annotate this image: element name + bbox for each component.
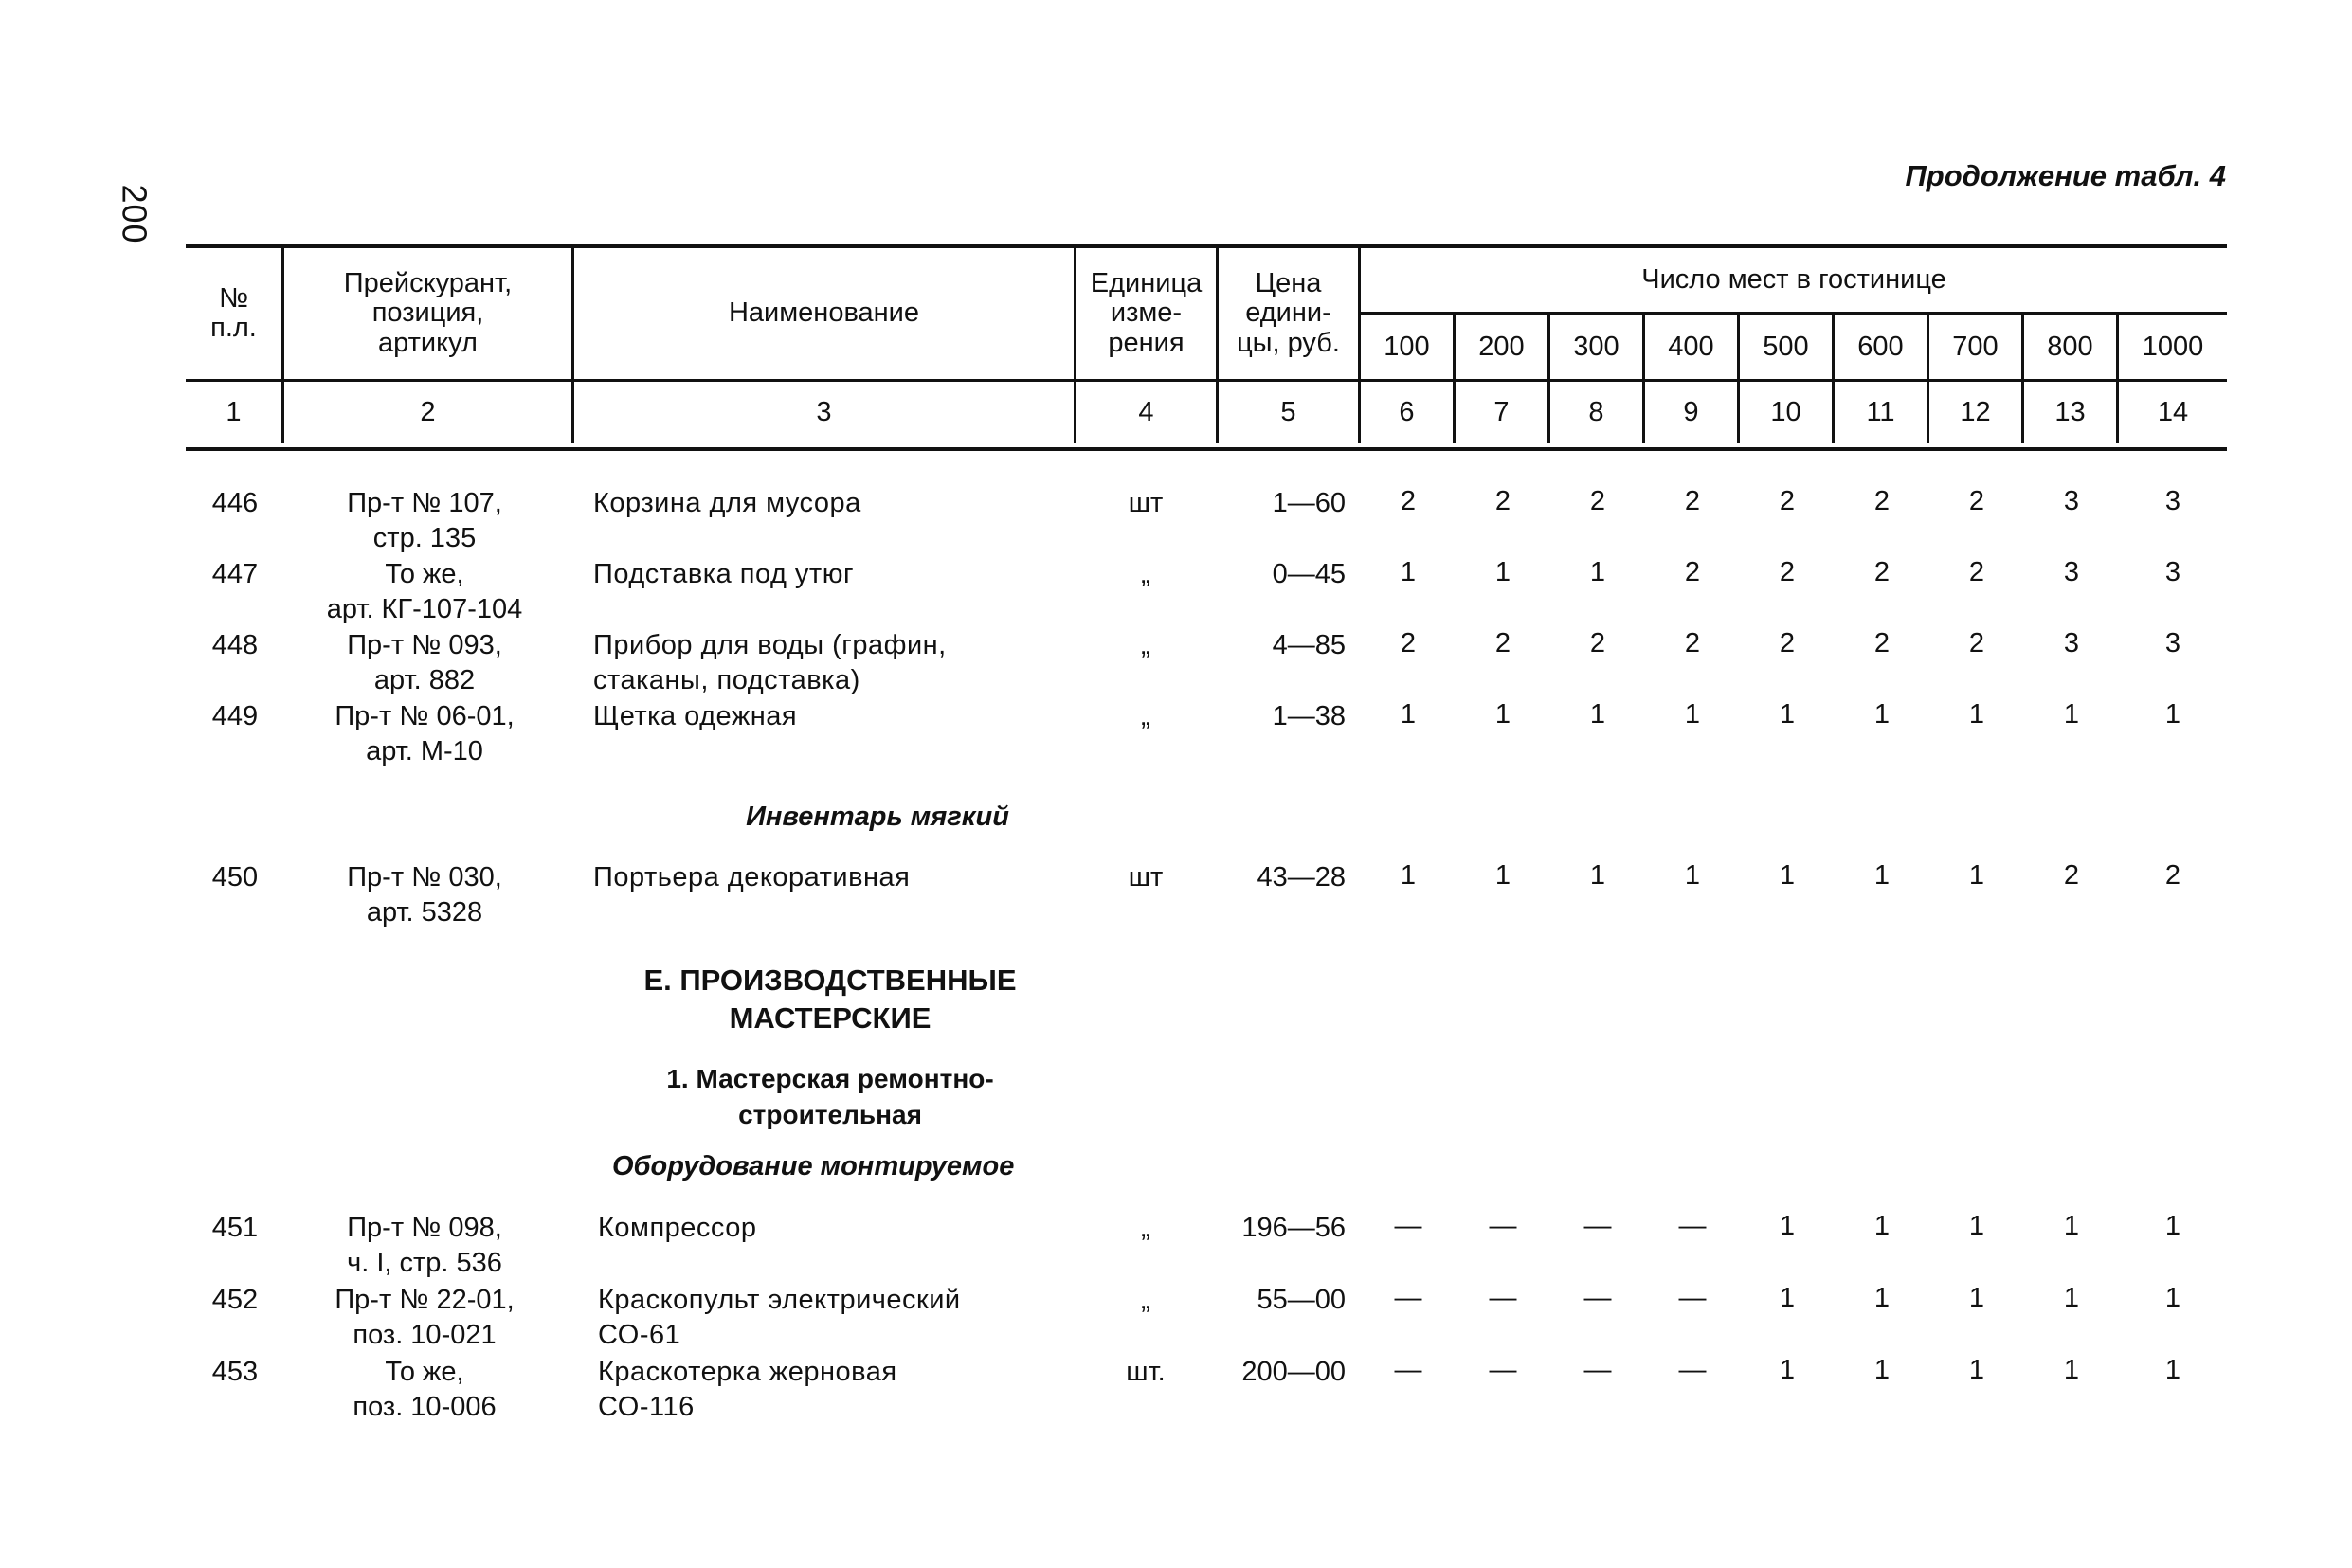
row-value-1000: 2	[2164, 860, 2181, 891]
row-value-800: 2	[2063, 860, 2080, 891]
table-row	[186, 628, 2227, 702]
row-value-600: 1	[1873, 1283, 1891, 1313]
row-number: 453	[211, 1357, 259, 1387]
row-number: 447	[211, 559, 259, 589]
row-value-500: 1	[1779, 860, 1796, 891]
row-value-500: 2	[1779, 557, 1796, 587]
row-value-100: 1	[1400, 860, 1417, 891]
row-value-200: —	[1489, 1211, 1517, 1241]
row-number: 451	[211, 1213, 259, 1243]
row-value-500: 1	[1779, 699, 1796, 730]
row-value-1000: 3	[2164, 628, 2181, 658]
header-unit-price: Цена едини- цы, руб.	[1219, 248, 1361, 379]
row-unit: „	[1141, 559, 1150, 589]
section-installed-equipment: Оборудование монтируемое	[612, 1151, 1015, 1181]
page-number: 200	[115, 184, 154, 244]
section-soft-inventory: Инвентарь мягкий	[746, 802, 1009, 832]
table-row	[186, 699, 2227, 773]
row-name: Прибор для воды (графин, стаканы, подставка)	[593, 630, 947, 696]
row-value-100: —	[1394, 1355, 1422, 1385]
row-value-700: 2	[1968, 557, 1985, 587]
row-value-1000: 1	[2164, 1355, 2181, 1385]
row-value-700: 2	[1968, 486, 1985, 516]
row-unit: „	[1141, 1213, 1150, 1243]
header-index-7: 7	[1456, 379, 1550, 443]
row-value-700: 1	[1968, 860, 1985, 891]
header-hotel-capacity: Число мест в гостинице	[1361, 248, 2227, 315]
header-name: Наименование	[574, 248, 1076, 379]
row-value-200: —	[1489, 1355, 1517, 1385]
header-price-list: Прейскурант, позиция, артикул	[284, 248, 574, 379]
row-value-800: 1	[2063, 1283, 2080, 1313]
table-continuation-title: Продолжение табл. 4	[1905, 159, 2226, 192]
header-index-12: 12	[1929, 379, 2024, 443]
row-value-600: 2	[1873, 486, 1891, 516]
row-value-600: 1	[1873, 860, 1891, 891]
row-value-100: 2	[1400, 486, 1417, 516]
row-reference: Пр-т № 030, арт. 5328	[347, 862, 502, 928]
row-value-300: —	[1583, 1283, 1612, 1313]
row-value-200: 2	[1494, 628, 1511, 658]
row-value-200: 2	[1494, 486, 1511, 516]
row-price: 43—28	[1257, 862, 1346, 892]
row-price: 196—56	[1241, 1213, 1346, 1243]
header-index-5: 5	[1219, 379, 1361, 443]
row-unit: „	[1141, 701, 1150, 731]
header-index-14: 14	[2119, 379, 2227, 443]
row-number: 446	[211, 488, 259, 518]
row-reference: То же, арт. КГ-107-104	[326, 559, 523, 625]
row-reference: Пр-т № 107, стр. 135	[347, 488, 502, 554]
row-unit: шт	[1128, 862, 1164, 892]
row-name: Краскопульт электрический СО-61	[598, 1285, 961, 1351]
row-value-200: —	[1489, 1283, 1517, 1313]
header-index-2: 2	[284, 379, 574, 443]
row-value-600: 1	[1873, 699, 1891, 730]
row-value-800: 1	[2063, 1211, 2080, 1241]
row-unit: „	[1141, 1285, 1150, 1315]
header-index-1: 1	[186, 379, 284, 443]
row-value-200: 1	[1494, 557, 1511, 587]
row-name: Портьера декоративная	[593, 862, 911, 892]
row-value-400: 2	[1684, 486, 1701, 516]
row-value-600: 1	[1873, 1211, 1891, 1241]
row-value-100: —	[1394, 1211, 1422, 1241]
header-capacity-700: 700	[1929, 315, 2024, 379]
row-value-700: 2	[1968, 628, 1985, 658]
row-value-700: 1	[1968, 699, 1985, 730]
row-value-700: 1	[1968, 1211, 1985, 1241]
row-value-1000: 1	[2164, 1211, 2181, 1241]
section-production-workshops: Е. ПРОИЗВОДСТВЕННЫЕ МАСТЕРСКИЕ	[643, 964, 1017, 1036]
row-value-300: —	[1583, 1355, 1612, 1385]
header-capacity-100: 100	[1361, 315, 1456, 379]
row-value-200: 1	[1494, 699, 1511, 730]
row-value-400: 1	[1684, 860, 1701, 891]
row-number: 452	[211, 1285, 259, 1315]
row-reference: Пр-т № 06-01, арт. М-10	[335, 701, 515, 767]
row-price: 55—00	[1257, 1285, 1346, 1315]
header-index-10: 10	[1740, 379, 1835, 443]
header-capacity-200: 200	[1456, 315, 1550, 379]
header-capacity-300: 300	[1550, 315, 1645, 379]
row-name: Краскотерка жерновая СО-116	[598, 1357, 897, 1423]
row-value-500: 1	[1779, 1283, 1796, 1313]
row-value-500: 2	[1779, 486, 1796, 516]
table-row	[186, 1283, 2227, 1357]
row-unit: шт.	[1126, 1357, 1166, 1387]
header-index-11: 11	[1835, 379, 1929, 443]
row-value-700: 1	[1968, 1283, 1985, 1313]
header-index-3: 3	[574, 379, 1076, 443]
row-value-800: 1	[2063, 699, 2080, 730]
row-unit: шт	[1128, 488, 1164, 518]
header-capacity-600: 600	[1835, 315, 1929, 379]
row-value-300: 2	[1589, 628, 1606, 658]
row-value-300: —	[1583, 1211, 1612, 1241]
row-value-500: 2	[1779, 628, 1796, 658]
header-capacity-500: 500	[1740, 315, 1835, 379]
row-price: 0—45	[1272, 559, 1346, 589]
row-reference: Пр-т № 22-01, поз. 10-021	[335, 1285, 515, 1351]
header-index-6: 6	[1361, 379, 1456, 443]
row-value-400: —	[1678, 1211, 1707, 1241]
header-capacity-800: 800	[2024, 315, 2119, 379]
row-price: 1—38	[1272, 701, 1346, 731]
row-value-400: 2	[1684, 557, 1701, 587]
row-value-1000: 3	[2164, 486, 2181, 516]
row-number: 449	[211, 701, 259, 731]
header-capacity-1000: 1000	[2142, 331, 2204, 362]
row-value-600: 2	[1873, 557, 1891, 587]
header-capacity-400: 400	[1645, 315, 1740, 379]
table-row	[186, 486, 2227, 560]
row-number: 450	[211, 862, 259, 892]
row-value-800: 3	[2063, 557, 2080, 587]
row-name: Компрессор	[598, 1213, 757, 1243]
price-table	[186, 244, 2227, 1423]
row-price: 200—00	[1241, 1357, 1346, 1387]
row-value-600: 1	[1873, 1355, 1891, 1385]
row-value-800: 3	[2063, 486, 2080, 516]
row-value-500: 1	[1779, 1355, 1796, 1385]
row-value-400: 1	[1684, 699, 1701, 730]
header-index-9: 9	[1645, 379, 1740, 443]
row-value-100: 2	[1400, 628, 1417, 658]
row-value-100: 1	[1400, 557, 1417, 587]
row-value-400: —	[1678, 1355, 1707, 1385]
row-unit: „	[1141, 630, 1150, 660]
header-index-4: 4	[1076, 379, 1219, 443]
row-name: Щетка одежная	[593, 701, 798, 731]
table-row	[186, 860, 2227, 934]
header-index-8: 8	[1550, 379, 1645, 443]
row-value-1000: 3	[2164, 557, 2181, 587]
row-value-400: 2	[1684, 628, 1701, 658]
header-number: № п.л.	[186, 248, 284, 379]
table-header	[186, 244, 2227, 451]
row-name: Корзина для мусора	[593, 488, 861, 518]
row-value-1000: 1	[2164, 699, 2181, 730]
row-name: Подставка под утюг	[593, 559, 855, 589]
header-unit: Единица изме- рения	[1076, 248, 1219, 379]
row-value-300: 1	[1589, 860, 1606, 891]
row-reference: То же, поз. 10-006	[353, 1357, 497, 1423]
table-row	[186, 1355, 2227, 1429]
row-price: 1—60	[1272, 488, 1346, 518]
row-value-300: 1	[1589, 699, 1606, 730]
row-value-800: 1	[2063, 1355, 2080, 1385]
row-value-400: —	[1678, 1283, 1707, 1313]
row-price: 4—85	[1272, 630, 1346, 660]
row-value-500: 1	[1779, 1211, 1796, 1241]
table-row	[186, 557, 2227, 631]
row-value-200: 1	[1494, 860, 1511, 891]
row-value-600: 2	[1873, 628, 1891, 658]
row-value-800: 3	[2063, 628, 2080, 658]
row-value-300: 1	[1589, 557, 1606, 587]
row-value-300: 2	[1589, 486, 1606, 516]
table-row	[186, 1211, 2227, 1285]
section-repair-workshop: 1. Мастерская ремонтно- строительная	[666, 1064, 994, 1129]
row-value-100: —	[1394, 1283, 1422, 1313]
row-number: 448	[211, 630, 259, 660]
row-reference: Пр-т № 098, ч. I, стр. 536	[347, 1213, 502, 1279]
header-index-13: 13	[2024, 379, 2119, 443]
row-reference: Пр-т № 093, арт. 882	[347, 630, 502, 696]
row-value-700: 1	[1968, 1355, 1985, 1385]
row-value-1000: 1	[2164, 1283, 2181, 1313]
row-value-100: 1	[1400, 699, 1417, 730]
